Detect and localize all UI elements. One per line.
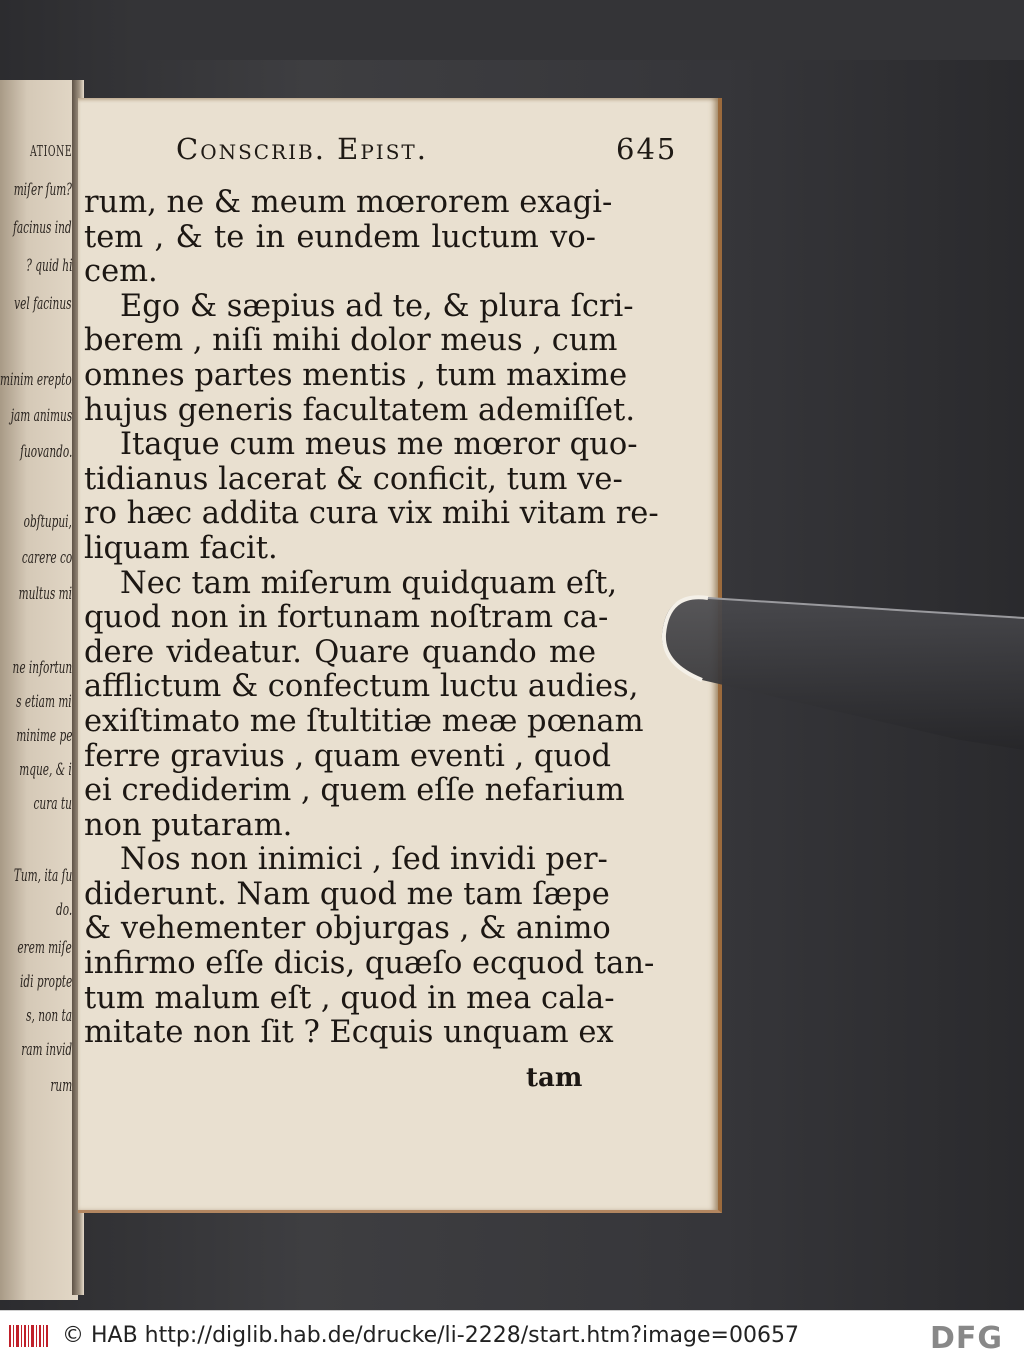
left-page-fragment: do. [55, 900, 72, 920]
text-line: cem. [84, 254, 158, 290]
left-page-fragment: miſer ſum? [13, 180, 72, 200]
facing-page-left [0, 80, 78, 1300]
text-line: rum, ne & meum mœrorem exagi- [84, 185, 613, 220]
text-line: dere videatur. Quare quando me [84, 634, 596, 670]
text-line: Ego & sæpius ad te, & plura ſcri- [120, 288, 634, 324]
text-line: berem , niſi mihi dolor meus , cum [84, 323, 618, 359]
left-page-fragment: multus mi [18, 584, 72, 604]
left-page-fragment: minime pe [15, 726, 72, 746]
left-page-fragment: ne infortun [12, 658, 72, 678]
text-line: & vehementer objurgas , & animo [84, 911, 611, 947]
left-page-fragment: ram invid [21, 1040, 72, 1060]
page-number: 645 [616, 132, 678, 166]
running-title: Conscrib. Epist. [176, 132, 428, 166]
left-page-fragment: vel facinus [14, 294, 72, 314]
left-page-fragment: facinus ind [13, 218, 72, 238]
book-page [78, 98, 722, 1213]
footer-bar [0, 1310, 1024, 1360]
text-line: tum malum eſt , quod in mea cala- [84, 980, 615, 1016]
text-line: infirmo eſſe dicis, quæſo ecquod tan- [84, 946, 655, 982]
running-header [176, 132, 678, 172]
text-line: Itaque cum meus me mœror quo- [120, 427, 638, 463]
left-page-fragment: ATIONE [29, 142, 72, 160]
glass-page-holder [660, 560, 1024, 760]
scan-background-top [140, 0, 1024, 60]
left-page-fragment: s, non ta [26, 1006, 72, 1026]
text-line: liquam facit. [84, 530, 278, 566]
text-line: mitate non ſit ? Ecquis unquam ex [84, 1015, 614, 1051]
left-page-fragment: mque, & i [19, 760, 72, 780]
text-line: ei crediderim , quem eſſe nefarium [84, 773, 625, 809]
left-page-fragment: rum [50, 1076, 72, 1096]
text-line: non putaram. [84, 807, 293, 843]
left-page-fragment: ſuovando. [19, 442, 72, 462]
left-page-fragment: ? quid hi [25, 256, 72, 276]
left-page-fragment: jam animus [10, 406, 72, 426]
text-line: hujus generis facultatem ademiſſet. [84, 392, 636, 428]
text-line: Nos non inimici , ſed invidi per- [120, 842, 608, 878]
left-page-fragment: obſtupui, [23, 512, 72, 532]
left-page-fragment: cura tu [33, 794, 72, 814]
text-line: tem , & te in eundem luctum vo- [84, 219, 596, 255]
body-text [84, 185, 659, 1051]
text-line: quod non in fortunam noſtram ca- [84, 600, 609, 636]
barcode-icon [8, 1323, 48, 1349]
text-line: omnes partes mentis , tum maxime [84, 357, 628, 393]
copyright-link[interactable]: © HAB http://diglib.hab.de/drucke/li-2228/start.htm?image=00657 [62, 1323, 799, 1348]
catchword: tam [526, 1063, 583, 1093]
left-page-fragment: Tum, ita ſu [13, 866, 72, 886]
text-line: tidianus lacerat & conficit, tum ve- [84, 461, 623, 497]
text-line: afflictum & confectum luctu audies, [84, 669, 639, 705]
left-page-fragment: minim erepto [0, 370, 72, 390]
dfg-logo: DFG [930, 1321, 1004, 1356]
left-page-fragment: carere co [21, 548, 72, 568]
text-line: diderunt. Nam quod me tam ſæpe [84, 876, 610, 912]
left-page-fragment: idi propte [19, 972, 72, 992]
text-line: ferre gravius , quam eventi , quod [84, 738, 611, 774]
text-line: Nec tam miſerum quidquam eſt, [120, 565, 618, 601]
left-page-fragment: s etiam mi [16, 692, 72, 712]
left-page-fragment: erem miſe [17, 938, 72, 958]
text-line: ro hæc addita cura vix mihi vitam re- [84, 496, 659, 532]
text-line: exiſtimato me ſtultitiæ meæ pœnam [84, 703, 644, 739]
